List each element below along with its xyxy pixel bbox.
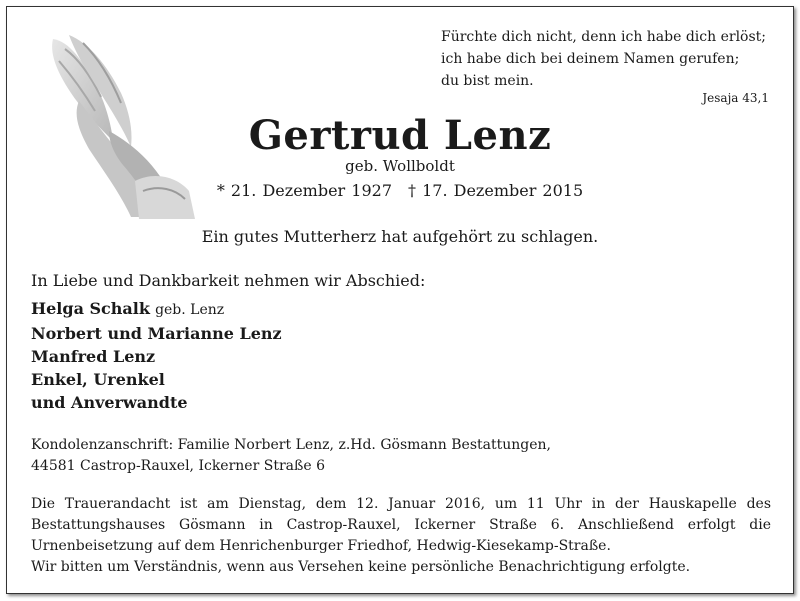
birth-date: * 21. Dezember 1927 xyxy=(216,181,392,200)
verse-line: du bist mein. xyxy=(441,73,534,89)
service-details: Die Trauerandacht ist am Dienstag, dem 12. Januar 2016, um 11 Uhr in der Hauskapelle des Bestattungshauses Gösmann in Castrop-Rauxel, Ickerner Straße 6. Anschließend erfolgt die Urnenbeisetzung auf dem Henrichenburger Friedhof, Hedwig-Kiesekamp-Straße. xyxy=(31,496,771,554)
mourners-list xyxy=(31,297,282,414)
verse-line: Fürchte dich nicht, denn ich habe dich erlöst; xyxy=(441,29,767,45)
mourner-note: geb. Lenz xyxy=(155,302,225,318)
mourner-item xyxy=(31,297,282,322)
mourner-item xyxy=(31,391,282,414)
death-date: † 17. Dezember 2015 xyxy=(408,181,584,200)
mourner-name: Norbert und Marianne Lenz xyxy=(31,324,282,343)
apology-note: Wir bitten um Verständnis, wenn aus Versehen keine persönliche Benachrichtigung erfolgte. xyxy=(31,559,691,575)
verse-line: ich habe dich bei deinem Namen gerufen; xyxy=(441,51,740,67)
mourner-name: Helga Schalk xyxy=(31,299,150,318)
mourner-item xyxy=(31,368,282,391)
service-info xyxy=(31,494,771,578)
mourner-item xyxy=(31,345,282,368)
life-dates xyxy=(7,181,793,200)
maiden-name: geb. Wollboldt xyxy=(345,157,455,175)
deceased-name: Gertrud Lenz xyxy=(248,112,552,159)
bible-verse xyxy=(441,26,781,92)
motto: Ein gutes Mutterherz hat aufgehört zu schlagen. xyxy=(201,227,599,246)
mourner-name: und Anverwandte xyxy=(31,393,188,412)
verse-source: Jesaja 43,1 xyxy=(702,91,769,105)
condolence-line: Kondolenzanschrift: Familie Norbert Lenz, z.Hd. Gösmann Bestattungen, xyxy=(31,437,551,453)
mourner-item xyxy=(31,322,282,345)
condolence-address xyxy=(31,435,551,477)
mourner-name: Enkel, Urenkel xyxy=(31,370,165,389)
obituary-notice xyxy=(6,6,794,594)
mourner-name: Manfred Lenz xyxy=(31,347,156,366)
farewell-intro: In Liebe und Dankbarkeit nehmen wir Abschied: xyxy=(31,271,426,290)
condolence-line: 44581 Castrop-Rauxel, Ickerner Straße 6 xyxy=(31,458,325,474)
